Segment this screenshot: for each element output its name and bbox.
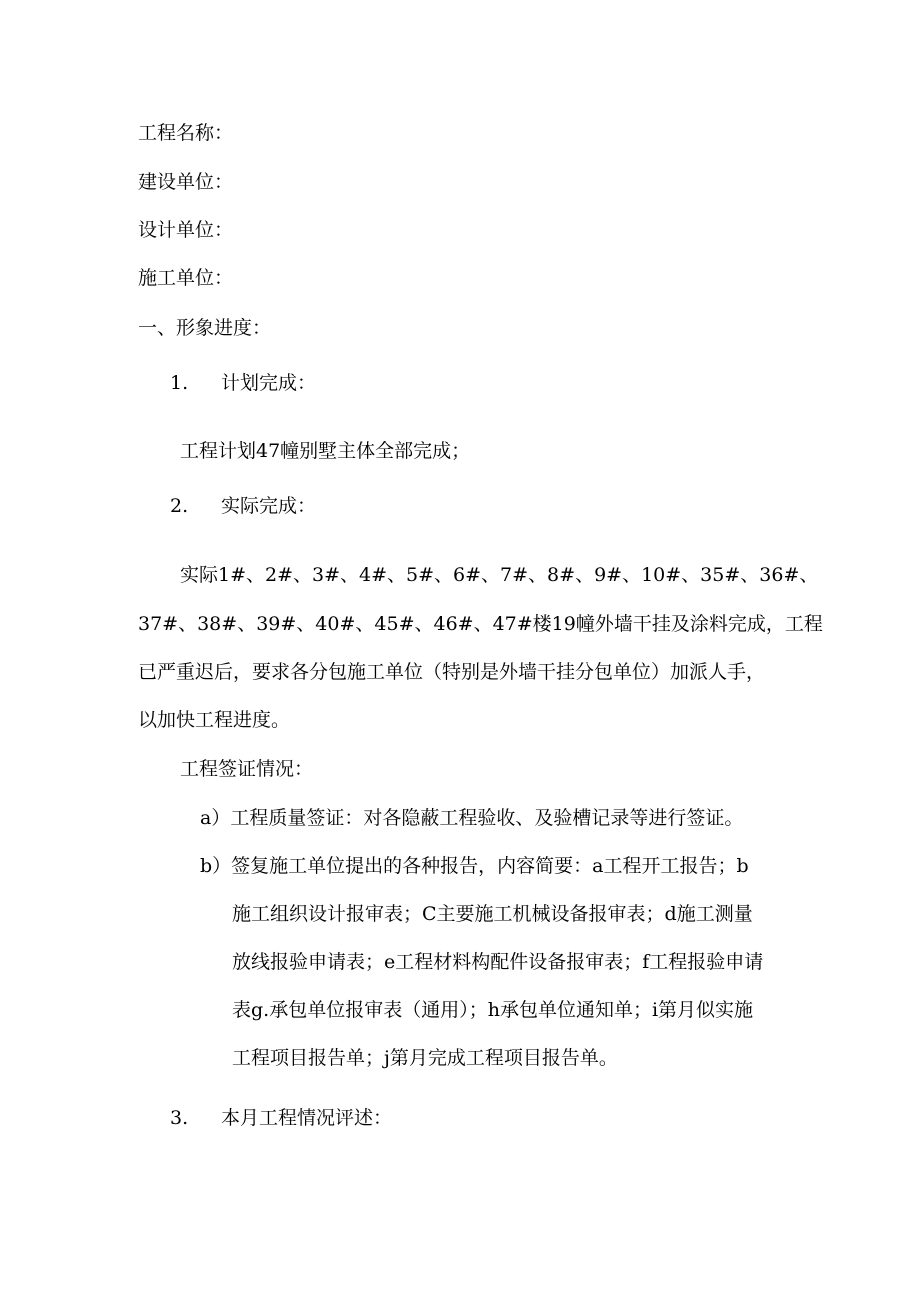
visa-item-b-line: 放线报验申请表；e工程材料构配件设备报审表；f工程报验申请 (232, 951, 764, 973)
visa-item-b-line: 施工组织设计报审表；C主要施工机械设备报审表；d施工测量 (232, 903, 753, 925)
item2-line: 已严重迟后，要求各分包施工单位（特别是外墙干挂分包单位）加派人手， (138, 661, 766, 683)
visa-title: 工程签证情况： (180, 758, 314, 780)
item2-line: 实际1#、2#、3#、4#、5#、6#、7#、8#、9#、10#、35#、36#、 (180, 564, 819, 586)
visa-item-b-line: 表g.承包单位报审表（通用）；h承包单位通知单；i第月似实施 (232, 999, 754, 1021)
visa-item-b-line: b）签复施工单位提出的各种报告，内容简要：a工程开工报告；b (200, 855, 749, 877)
contractor-label: 施工单位： (138, 267, 234, 289)
item2-line: 37#、38#、39#、40#、45#、46#、47#楼19幢外墙干挂及涂料完成，工程 (138, 613, 823, 635)
item1-text: 工程计划47幢别墅主体全部完成； (180, 440, 471, 462)
item2-number: 2. (170, 495, 189, 517)
item3-number: 3. (170, 1107, 189, 1129)
item1-label: 计划完成： (221, 372, 317, 394)
owner-label: 建设单位： (138, 171, 234, 193)
item2-label: 实际完成： (221, 495, 317, 517)
item1-number: 1. (170, 372, 189, 394)
project-name-label: 工程名称： (138, 122, 234, 144)
visa-item-b-line: 工程项目报告单；j第月完成工程项目报告单。 (232, 1047, 618, 1069)
section-title: 一、形象进度： (138, 317, 272, 339)
designer-label: 设计单位： (138, 219, 234, 241)
item2-line: 以加快工程进度。 (138, 709, 291, 731)
visa-item-a: a）工程质量签证：对各隐蔽工程验收、及验槽记录等进行签证。 (200, 807, 744, 829)
item3-label: 本月工程情况评述： (221, 1107, 393, 1129)
